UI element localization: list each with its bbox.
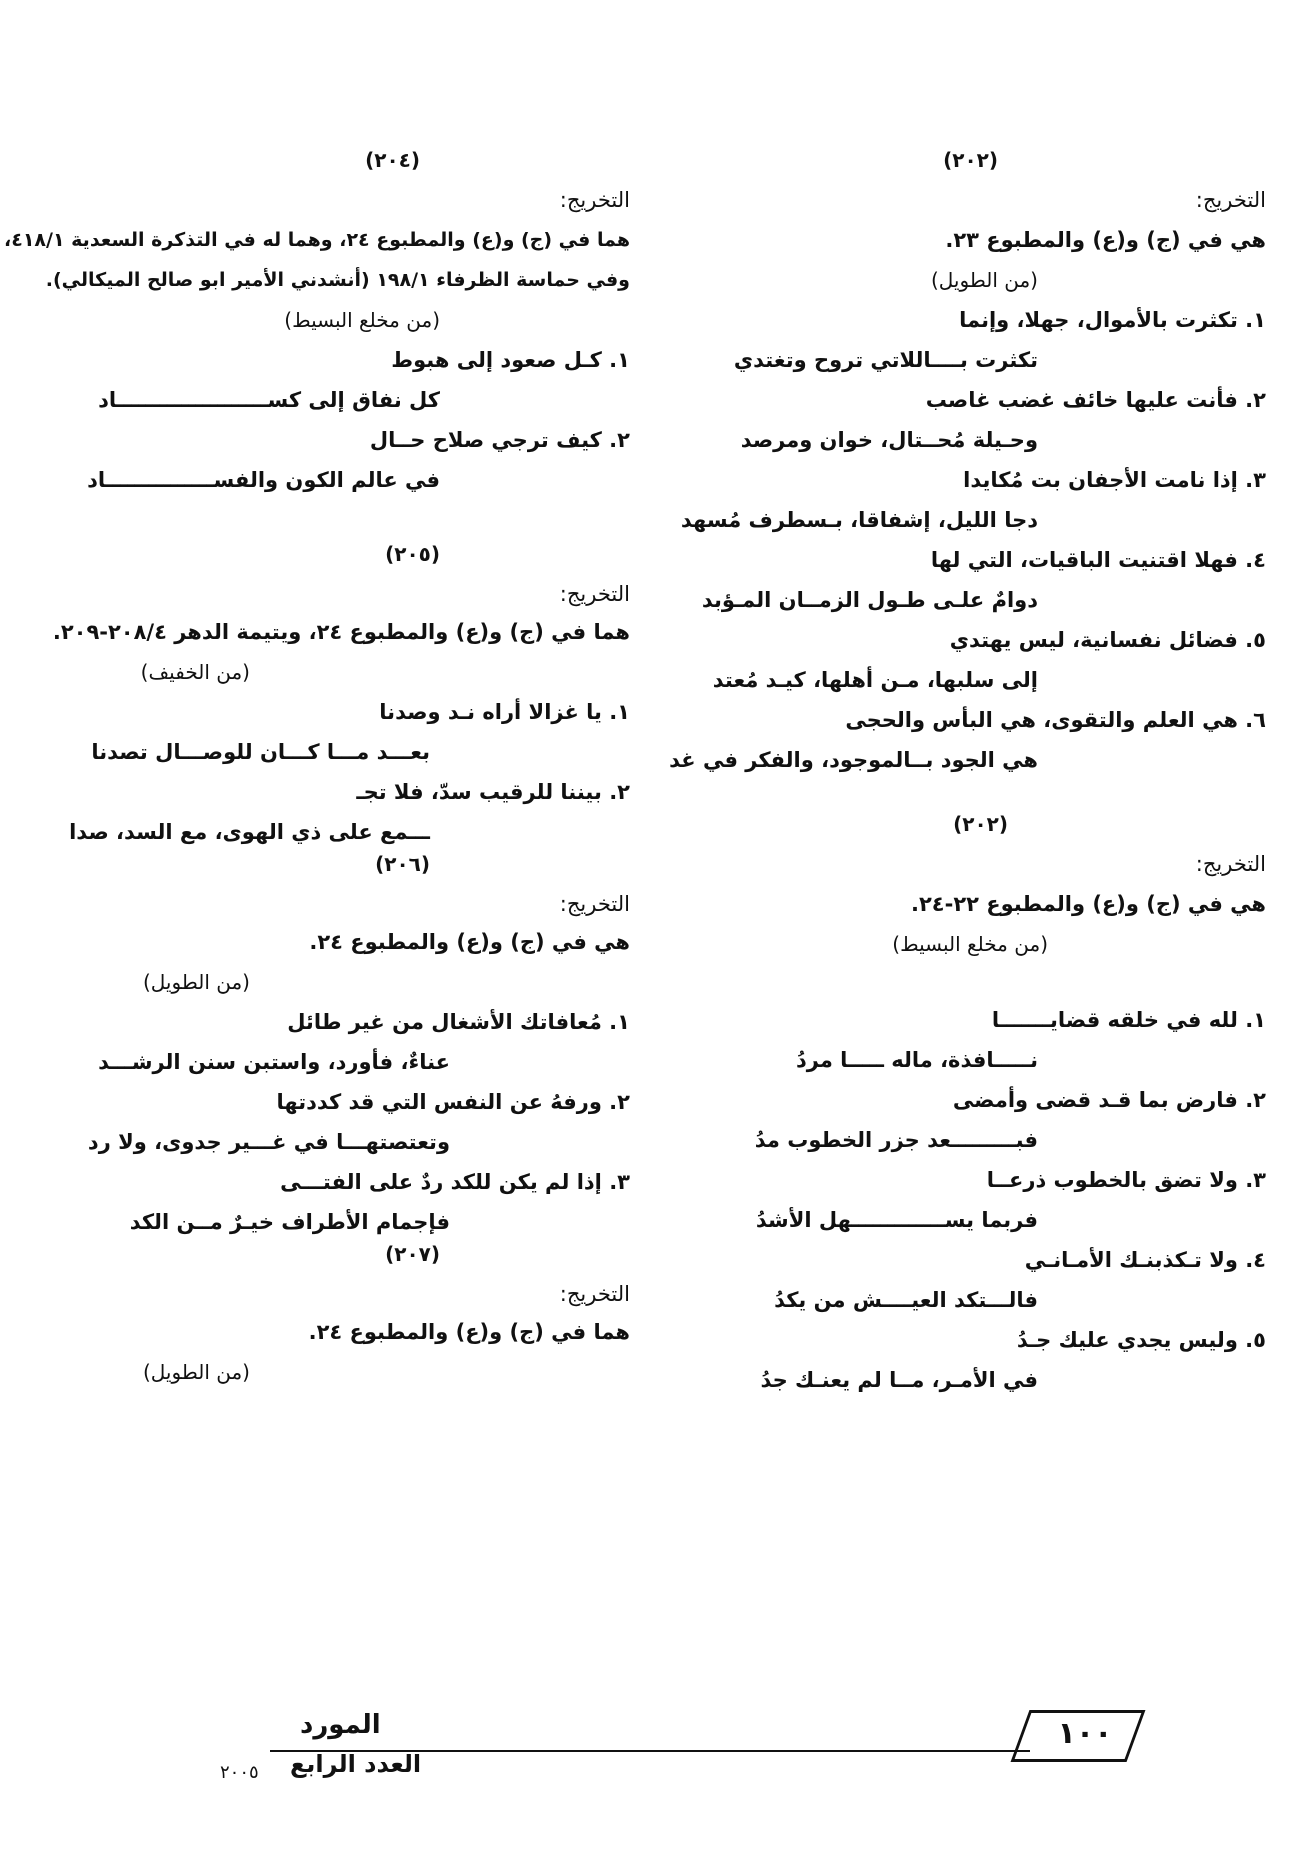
meter-label: (من مخلع البسيط)	[892, 932, 1048, 956]
verse-line: فإجمام الأطراف خيـرٌ مــن الكد	[129, 1210, 450, 1234]
takhrij-label: التخريج:	[559, 1282, 630, 1306]
verse-line: ٥. فضائل نفسانية، ليس يهتدي	[949, 628, 1266, 652]
verse-line: ١. كـل صعود إلى هبوط	[391, 348, 630, 372]
meter-label: (من الطويل)	[930, 268, 1038, 292]
verse-line: فبـــــــــعد جزر الخطوب مدُ	[754, 1128, 1038, 1152]
verse-line: ٢. فارض بما قـد قضى وأمضى	[952, 1088, 1266, 1112]
verse-line: دجا الليل، إشفاقا، بـسطرف مُسهد	[680, 508, 1038, 532]
verse-line: ـــمع على ذي الهوى، مع السد، صدا	[69, 820, 430, 844]
verse-line: كل نفاق إلى كســـــــــــــــــــــاد	[98, 388, 440, 412]
verse-line: وحـيلة مُحــتال، خوان ومرصد	[740, 428, 1038, 452]
verse-line: فربما يســـــــــــــهل الأشدُ	[755, 1208, 1038, 1232]
verse-line: ٢. كيف ترجي صلاح حــال	[369, 428, 630, 452]
meter-label: (من الخفيف)	[140, 660, 250, 684]
verse-line: هي الجود بــالموجود، والفكر في غد	[669, 748, 1038, 772]
takhrij-label: التخريج:	[1195, 188, 1266, 212]
verse-line: ١. يا غزالا أراه نـد وصدنا	[379, 700, 630, 724]
verse-line: ٣. إذا نامت الأجفان بت مُكايدا	[963, 468, 1266, 492]
source-text: هي في (ج) و(ع) والمطبوع ٢٢-٢٤.	[910, 892, 1266, 916]
source-text: هي في (ج) و(ع) والمطبوع ٢٣.	[945, 228, 1266, 252]
verse-line: ٢. بيننا للرقيب سدّ، فلا تجـ	[356, 780, 630, 804]
verse-line: عناءٌ، فأورد، واستبن سنن الرشـــد	[98, 1050, 450, 1074]
verse-line: ٤. فهلا اقتنيت الباقيات، التي لها	[930, 548, 1266, 572]
meter-label: (من الطويل)	[142, 1360, 250, 1384]
magazine-name: المورد	[300, 1710, 381, 1740]
entry-number: (٢٠٧)	[385, 1242, 440, 1266]
verse-line: دوامٌ علـى طـول الزمــان المـؤبد	[701, 588, 1038, 612]
entry-number: (٢٠٢)	[943, 148, 998, 172]
page-footer	[0, 1690, 1308, 1810]
issue-year: ٢٠٠٥	[220, 1762, 259, 1783]
verse-line: في عالم الكون والفســـــــــــــــاد	[87, 468, 440, 492]
verse-line: ٣. إذا لم يكن للكد ردٌ على الفتـــى	[280, 1170, 630, 1194]
takhrij-label: التخريج:	[559, 582, 630, 606]
verse-line: فالـــتكد العيــــش من يكدُ	[774, 1288, 1038, 1312]
source-text: هما في (ج) و(ع) والمطبوع ٢٤، ويتيمة الدهر ٢٠٨/٤-٢٠٩.	[52, 620, 630, 644]
verse-line: نـــــافذة، ماله ـــــا مردُ	[796, 1048, 1038, 1072]
source-text: وفي حماسة الظرفاء ١٩٨/١ (أنشدني الأمير ابو صالح الميكالي).	[45, 269, 630, 291]
verse-line: في الأمـر، مــا لم يعنـك جدُ	[760, 1368, 1038, 1392]
entry-number: (٢٠٢)	[953, 812, 1008, 836]
source-text: هما في (ج) و(ع) والمطبوع ٢٤.	[308, 1320, 630, 1344]
verse-line: تكثرت بــــاللاتي تروح وتغتدي	[733, 348, 1038, 372]
entry-number: (٢٠٤)	[365, 148, 420, 172]
verse-line: إلى سلبها، مـن أهلها، كيـد مُعتد	[712, 668, 1038, 692]
verse-line: ١. تكثرت بالأموال، جهلا، وإنما	[959, 308, 1266, 332]
page-number: ١٠٠	[1057, 1716, 1113, 1751]
source-text: هما في (ج) و(ع) والمطبوع ٢٤، وهما له في التذكرة السعدية ٤١٨/١،	[4, 229, 630, 251]
takhrij-label: التخريج:	[1195, 852, 1266, 876]
issue-label: العدد الرابع	[290, 1750, 422, 1778]
entry-number: (٢٠٥)	[385, 542, 440, 566]
verse-line: ٢. فأنت عليها خائف غضب غاصب	[925, 388, 1266, 412]
verse-line: ٢. ورفهُ عن النفس التي قد كددتها	[276, 1090, 630, 1114]
verse-line: ٣. ولا تضق بالخطوب ذرعــا	[986, 1168, 1266, 1192]
verse-line: ٥. وليس يجدي عليك جـدُ	[1016, 1328, 1266, 1352]
source-text: هي في (ج) و(ع) والمطبوع ٢٤.	[309, 930, 630, 954]
entry-number: (٢٠٦)	[375, 852, 430, 876]
takhrij-label: التخريج:	[559, 188, 630, 212]
meter-label: (من مخلع البسيط)	[284, 308, 440, 332]
verse-line: بعـــد مـــا كـــان للوصـــال تصدنا	[91, 740, 430, 764]
meter-label: (من الطويل)	[142, 970, 250, 994]
verse-line: ١. لله في خلقه قضايـــــــا	[991, 1008, 1266, 1032]
verse-line: ٦. هي العلم والتقوى، هي البأس والحجى	[845, 708, 1266, 732]
verse-line: ١. مُعافاتك الأشغال من غير طائل	[287, 1010, 630, 1034]
takhrij-label: التخريج:	[559, 892, 630, 916]
verse-line: وتعتصتهـــا في غـــير جدوى، ولا رد	[87, 1130, 450, 1154]
verse-line: ٤. ولا تـكذبنـك الأمـانـي	[1024, 1248, 1266, 1272]
